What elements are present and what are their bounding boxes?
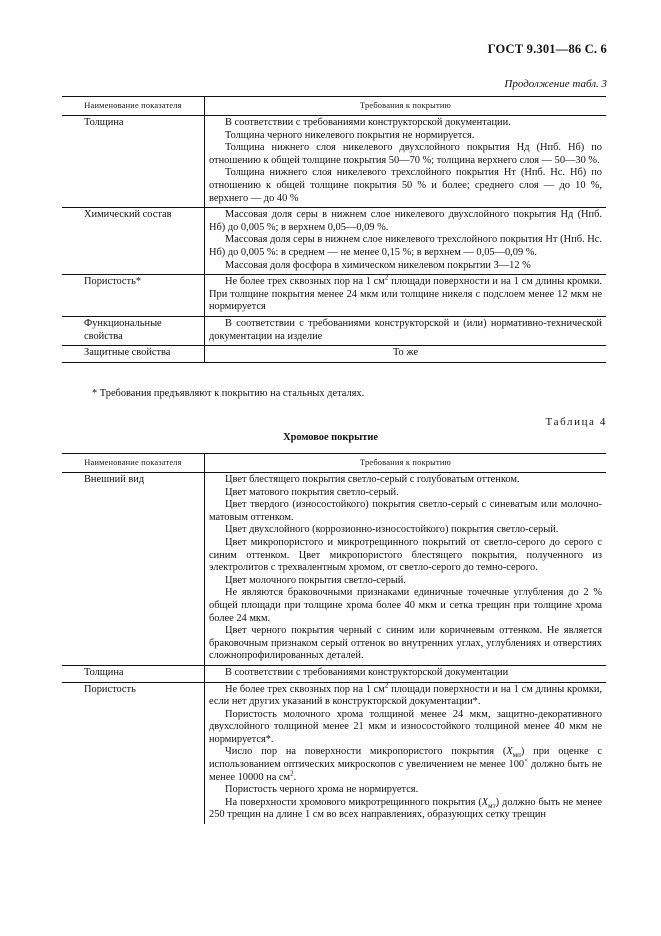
requirement-text: Пористость молочного хрома толщиной менее 24 мкм, защитно-декоративного двухслойного толщиной менее 21 мкм и износостойкого толщиной менее 40 мкм не нормируется*. bbox=[209, 708, 602, 745]
table-header-row bbox=[62, 97, 606, 116]
requirement-text: Толщина черного никелевого покрытия не нормируется. bbox=[225, 129, 475, 141]
requirement-text: Цвет микропористого и микротрещинного покрытий от светло-серого до серого с синим оттенком. Цвет микропористого блестящего покрытия, полученного из электролитов с трехвалентным хромом, от светло-серого до темно-серого. bbox=[209, 536, 602, 574]
requirement-text: Пористость черного хрома не нормируется. bbox=[225, 784, 419, 796]
column-header-requirements: Требования к покрытию bbox=[205, 454, 607, 473]
footnote: * Требования предъявляют к покрытию на стальных деталях. bbox=[92, 388, 365, 399]
column-header-name: Наименование показателя bbox=[62, 97, 205, 116]
table-row bbox=[62, 275, 606, 317]
requirement-text: Не являются браковочными признаками единичные точечные углубления до 2 % общей площади при толщине хрома более 40 мкм и сетка трещин при толщине хрома более 24 мкм. bbox=[209, 587, 602, 624]
table-4-title: Хромовое покрытие bbox=[283, 432, 378, 443]
table-4-label: Таблица 4 bbox=[545, 416, 607, 428]
row-name: Пористость bbox=[62, 682, 205, 824]
row-name: Защитные свойства bbox=[62, 346, 205, 363]
column-header-name: Наименование показателя bbox=[62, 454, 205, 473]
requirement-text: Массовая доля серы в нижнем слое никелевого двухслойного покрытия Нд (Нпб. Нб) до 0,005 %; в верхнем 0,05—0,09 %. bbox=[209, 209, 602, 233]
requirement-text: Массовая доля серы в нижнем слое никелевого трехслойного покрытия Нт (Нпб. Нс. Нб) до 0,005 %: в среднем — не менее 0,15 %; в верхнем — 0,05—0,09 %. bbox=[209, 234, 602, 258]
requirement-text: Цвет молочного покрытия светло-серый. bbox=[225, 574, 406, 586]
row-requirements bbox=[205, 116, 607, 208]
table-row bbox=[62, 208, 606, 275]
requirement-text: В соответствии с требованиями конструкторской документации bbox=[225, 666, 509, 678]
requirement-text: Массовая доля фосфора в химическом никелевом покрытии 3—12 % bbox=[225, 259, 531, 271]
row-name: Химический состав bbox=[62, 208, 205, 275]
requirement-text: На поверхности хромового микротрещинного покрытия $(X_{мт})$ должно быть не менее 250 трещин на длине 1 см во всех направлениях, образующих сетку трещин bbox=[209, 796, 602, 821]
table-4 bbox=[62, 453, 606, 824]
requirement-text: Цвет твердого (износостойкого) покрытия светло-серый с синеватым или молочно-матовым оттенком. bbox=[209, 499, 602, 523]
requirement-text: Толщина нижнего слоя никелевого двухслойного покрытия Нд (Нпб. Нб) по отношению к общей толщине покрытия 50—70 %; толщина верхнего слоя — 50—30 %. bbox=[209, 142, 602, 166]
table-row bbox=[62, 346, 606, 363]
row-name: Внешний вид bbox=[62, 473, 205, 666]
table-row bbox=[62, 682, 606, 824]
requirement-text: Цвет черного покрытия черный с синим или коричневым оттенком. Не является браковочным признаком серый оттенок во внутренних углах, углублениях и отверстиях сложнопрофилированных деталей. bbox=[209, 625, 602, 662]
table-row bbox=[62, 473, 606, 666]
requirement-text: Число пор на поверхности микропористого покрытия $(X_{мп})$ при оценке с использованием оптических микроскопов с увеличением не менее 100× должно быть не менее 10000 на $см^2$. bbox=[209, 746, 603, 783]
table-header-row bbox=[62, 454, 606, 473]
requirement-text: Цвет матового покрытия светло-серый. bbox=[225, 486, 399, 498]
table-row bbox=[62, 116, 606, 208]
row-requirements bbox=[205, 665, 607, 682]
row-name: Толщина bbox=[62, 116, 205, 208]
requirement-text: Цвет блестящего покрытия светло-серый с голубоватым оттенком. bbox=[225, 474, 520, 485]
table-3 bbox=[62, 96, 606, 363]
requirement-text: Цвет двухслойного (коррозионно-износостойкого) покрытия светло-серый. bbox=[225, 524, 559, 536]
row-name: Пористость* bbox=[62, 275, 205, 317]
row-requirements bbox=[205, 682, 607, 824]
table-row bbox=[62, 316, 606, 345]
table-continuation-note: Продолжение табл. 3 bbox=[504, 78, 607, 90]
row-requirements bbox=[205, 346, 607, 363]
row-requirements bbox=[205, 208, 607, 275]
row-name: Толщина bbox=[62, 665, 205, 682]
column-header-requirements: Требования к покрытию bbox=[205, 97, 607, 116]
row-name: Функциональные свойства bbox=[62, 316, 205, 345]
requirement-text: Не более трех сквозных пор на 1 $см^2$ площади поверхности и на 1 см длины кромки. При толщине покрытия менее 24 мкм или толщине никеля с подслоем менее 12 мкм не нормируется bbox=[209, 273, 602, 313]
requirement-text: В соответствии с требованиями конструкторской и (или) нормативно-технической документации на изделие bbox=[209, 317, 602, 342]
requirement-text: В соответствии с требованиями конструкторской документации. bbox=[225, 117, 511, 128]
row-requirements bbox=[205, 316, 607, 345]
table-row bbox=[62, 665, 606, 682]
requirement-text: Не более трех сквозных пор на 1 $см^2$ площади поверхности и на 1 см длины кромки, если нет других указаний в конструкторской документации*. bbox=[209, 681, 602, 708]
page-header: ГОСТ 9.301—86 С. 6 bbox=[487, 42, 607, 56]
requirement-text: Толщина нижнего слоя никелевого трехслойного покрытия Нт (Нпб. Нс. Нб) по отношению к общей толщине покрытия 50 % и более; среднего слоя — до 10 %, верхнего — до 40 % bbox=[209, 167, 602, 204]
row-requirements bbox=[205, 275, 607, 317]
row-requirements bbox=[205, 473, 607, 666]
requirement-text: То же bbox=[392, 347, 418, 359]
